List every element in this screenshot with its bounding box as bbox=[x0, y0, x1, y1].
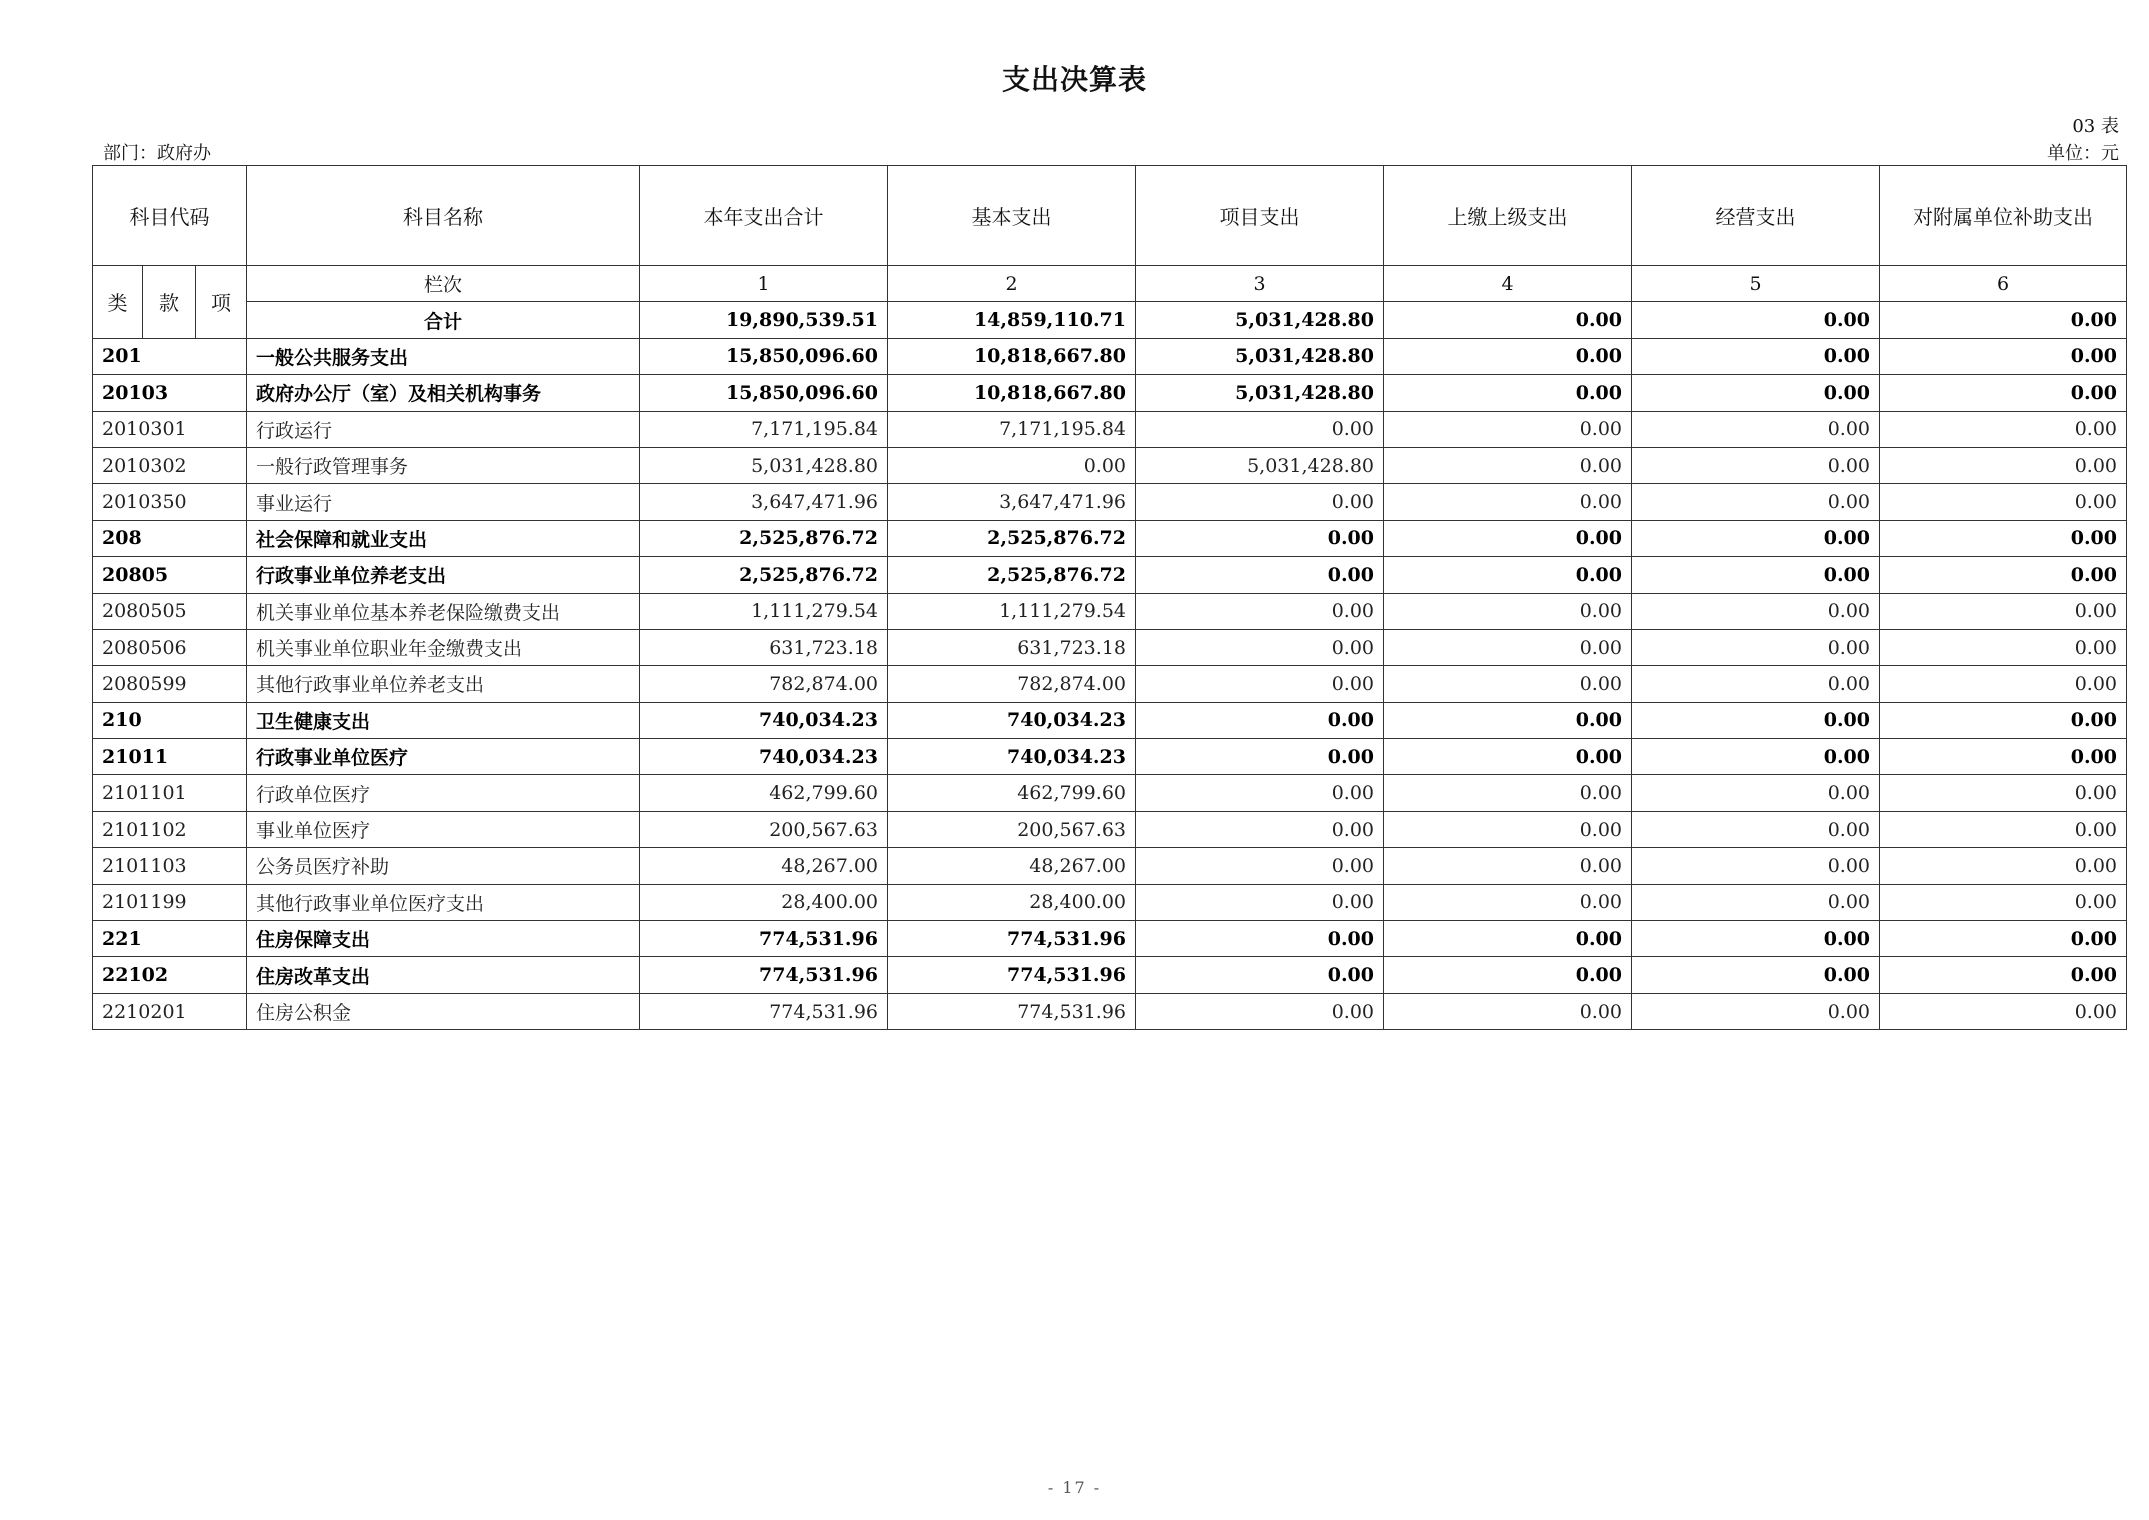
row-value: 0.00 bbox=[1384, 739, 1632, 775]
table-row bbox=[93, 629, 2127, 665]
row-value: 0.00 bbox=[1632, 484, 1880, 520]
row-value: 7,171,195.84 bbox=[888, 411, 1136, 447]
header-subsidy: 对附属单位补助支出 bbox=[1880, 166, 2127, 266]
row-value: 0.00 bbox=[1136, 557, 1384, 593]
row-value: 0.00 bbox=[1384, 848, 1632, 884]
row-value: 0.00 bbox=[1880, 411, 2127, 447]
row-value: 200,567.63 bbox=[888, 811, 1136, 847]
table-row bbox=[93, 739, 2127, 775]
row-value: 740,034.23 bbox=[640, 739, 888, 775]
total-value: 0.00 bbox=[1384, 302, 1632, 338]
row-code: 221 bbox=[93, 921, 247, 957]
row-value: 200,567.63 bbox=[640, 811, 888, 847]
row-value: 782,874.00 bbox=[888, 666, 1136, 702]
row-value: 0.00 bbox=[1880, 702, 2127, 738]
row-value: 0.00 bbox=[1880, 338, 2127, 374]
header-business: 经营支出 bbox=[1632, 166, 1880, 266]
total-value: 0.00 bbox=[1632, 302, 1880, 338]
row-name: 行政事业单位医疗 bbox=[247, 739, 640, 775]
row-value: 740,034.23 bbox=[640, 702, 888, 738]
row-value: 0.00 bbox=[1632, 375, 1880, 411]
row-code: 2210201 bbox=[93, 993, 247, 1029]
header-row bbox=[93, 166, 2127, 266]
row-value: 0.00 bbox=[1632, 702, 1880, 738]
row-value: 0.00 bbox=[1880, 520, 2127, 556]
row-code: 2010350 bbox=[93, 484, 247, 520]
table-row bbox=[93, 884, 2127, 920]
row-value: 0.00 bbox=[1136, 520, 1384, 556]
row-value: 0.00 bbox=[1384, 884, 1632, 920]
row-value: 0.00 bbox=[1632, 993, 1880, 1029]
row-value: 0.00 bbox=[1384, 411, 1632, 447]
row-code: 21011 bbox=[93, 739, 247, 775]
header-total: 本年支出合计 bbox=[640, 166, 888, 266]
row-value: 0.00 bbox=[1632, 411, 1880, 447]
row-name: 卫生健康支出 bbox=[247, 702, 640, 738]
row-value: 774,531.96 bbox=[640, 921, 888, 957]
row-value: 15,850,096.60 bbox=[640, 338, 888, 374]
total-value: 14,859,110.71 bbox=[888, 302, 1136, 338]
row-value: 462,799.60 bbox=[888, 775, 1136, 811]
row-value: 1,111,279.54 bbox=[640, 593, 888, 629]
table-row bbox=[93, 957, 2127, 993]
row-name: 住房保障支出 bbox=[247, 921, 640, 957]
table-row bbox=[93, 811, 2127, 847]
header-project: 项目支出 bbox=[1136, 166, 1384, 266]
row-value: 0.00 bbox=[1632, 811, 1880, 847]
row-value: 462,799.60 bbox=[640, 775, 888, 811]
header-name: 科目名称 bbox=[247, 166, 640, 266]
row-value: 0.00 bbox=[1384, 593, 1632, 629]
row-value: 0.00 bbox=[1136, 993, 1384, 1029]
row-value: 631,723.18 bbox=[888, 629, 1136, 665]
page-title: 支出决算表 bbox=[1001, 63, 1147, 96]
expenditure-table bbox=[92, 165, 2127, 1030]
row-value: 0.00 bbox=[1880, 629, 2127, 665]
row-code: 2080599 bbox=[93, 666, 247, 702]
row-value: 0.00 bbox=[1880, 811, 2127, 847]
row-value: 0.00 bbox=[1384, 702, 1632, 738]
table-row bbox=[93, 338, 2127, 374]
total-value: 5,031,428.80 bbox=[1136, 302, 1384, 338]
row-value: 0.00 bbox=[1136, 629, 1384, 665]
row-value: 0.00 bbox=[1880, 739, 2127, 775]
row-value: 782,874.00 bbox=[640, 666, 888, 702]
table-row bbox=[93, 848, 2127, 884]
row-value: 0.00 bbox=[1136, 775, 1384, 811]
row-value: 5,031,428.80 bbox=[640, 447, 888, 483]
col-number: 4 bbox=[1384, 266, 1632, 302]
sub-header-kuan: 款 bbox=[143, 266, 196, 339]
sub-header-lei: 类 bbox=[93, 266, 143, 339]
header-upper: 上缴上级支出 bbox=[1384, 166, 1632, 266]
row-code: 2101199 bbox=[93, 884, 247, 920]
row-name: 行政事业单位养老支出 bbox=[247, 557, 640, 593]
row-code: 22102 bbox=[93, 957, 247, 993]
row-value: 2,525,876.72 bbox=[888, 520, 1136, 556]
table-row bbox=[93, 447, 2127, 483]
row-value: 774,531.96 bbox=[888, 921, 1136, 957]
row-value: 10,818,667.80 bbox=[888, 375, 1136, 411]
row-name: 住房公积金 bbox=[247, 993, 640, 1029]
row-value: 0.00 bbox=[1880, 957, 2127, 993]
row-value: 0.00 bbox=[1880, 557, 2127, 593]
row-value: 740,034.23 bbox=[888, 702, 1136, 738]
row-value: 0.00 bbox=[1136, 666, 1384, 702]
row-value: 3,647,471.96 bbox=[888, 484, 1136, 520]
table-row bbox=[93, 484, 2127, 520]
table-row bbox=[93, 666, 2127, 702]
row-value: 0.00 bbox=[1384, 775, 1632, 811]
row-value: 0.00 bbox=[1136, 411, 1384, 447]
row-value: 0.00 bbox=[1880, 848, 2127, 884]
lanci-label: 栏次 bbox=[247, 266, 640, 302]
row-value: 0.00 bbox=[1136, 593, 1384, 629]
col-number: 1 bbox=[640, 266, 888, 302]
row-name: 机关事业单位职业年金缴费支出 bbox=[247, 629, 640, 665]
row-name: 机关事业单位基本养老保险缴费支出 bbox=[247, 593, 640, 629]
row-value: 0.00 bbox=[1632, 447, 1880, 483]
row-value: 0.00 bbox=[1136, 921, 1384, 957]
row-value: 48,267.00 bbox=[640, 848, 888, 884]
row-name: 公务员医疗补助 bbox=[247, 848, 640, 884]
total-label: 合计 bbox=[247, 302, 640, 338]
row-value: 0.00 bbox=[1384, 557, 1632, 593]
table-row bbox=[93, 557, 2127, 593]
row-code: 20103 bbox=[93, 375, 247, 411]
row-value: 2,525,876.72 bbox=[888, 557, 1136, 593]
row-value: 0.00 bbox=[1632, 593, 1880, 629]
row-value: 0.00 bbox=[1880, 484, 2127, 520]
row-name: 事业运行 bbox=[247, 484, 640, 520]
row-value: 0.00 bbox=[1384, 957, 1632, 993]
row-value: 0.00 bbox=[1136, 957, 1384, 993]
row-name: 住房改革支出 bbox=[247, 957, 640, 993]
row-code: 2101102 bbox=[93, 811, 247, 847]
row-value: 0.00 bbox=[1880, 593, 2127, 629]
row-value: 0.00 bbox=[1136, 702, 1384, 738]
row-value: 631,723.18 bbox=[640, 629, 888, 665]
row-value: 0.00 bbox=[1136, 884, 1384, 920]
row-code: 20805 bbox=[93, 557, 247, 593]
table-row bbox=[93, 921, 2127, 957]
row-value: 0.00 bbox=[1880, 666, 2127, 702]
table-row bbox=[93, 375, 2127, 411]
row-value: 0.00 bbox=[1632, 848, 1880, 884]
department-label: 部门：政府办 bbox=[103, 143, 211, 164]
row-value: 774,531.96 bbox=[640, 957, 888, 993]
header-code: 科目代码 bbox=[93, 166, 247, 266]
row-name: 社会保障和就业支出 bbox=[247, 520, 640, 556]
column-number-row bbox=[93, 266, 2127, 302]
row-value: 2,525,876.72 bbox=[640, 557, 888, 593]
col-number: 2 bbox=[888, 266, 1136, 302]
row-value: 48,267.00 bbox=[888, 848, 1136, 884]
row-value: 3,647,471.96 bbox=[640, 484, 888, 520]
form-number: 03 表 bbox=[2072, 116, 2119, 137]
row-value: 0.00 bbox=[1384, 375, 1632, 411]
row-value: 0.00 bbox=[888, 447, 1136, 483]
table-row bbox=[93, 993, 2127, 1029]
table-row bbox=[93, 775, 2127, 811]
row-code: 2010302 bbox=[93, 447, 247, 483]
row-value: 774,531.96 bbox=[888, 993, 1136, 1029]
row-name: 事业单位医疗 bbox=[247, 811, 640, 847]
row-value: 774,531.96 bbox=[888, 957, 1136, 993]
row-code: 201 bbox=[93, 338, 247, 374]
row-value: 0.00 bbox=[1384, 484, 1632, 520]
row-value: 0.00 bbox=[1632, 957, 1880, 993]
row-code: 2101101 bbox=[93, 775, 247, 811]
row-value: 0.00 bbox=[1136, 811, 1384, 847]
row-value: 0.00 bbox=[1632, 666, 1880, 702]
row-value: 5,031,428.80 bbox=[1136, 375, 1384, 411]
row-value: 28,400.00 bbox=[888, 884, 1136, 920]
row-code: 2010301 bbox=[93, 411, 247, 447]
row-value: 0.00 bbox=[1384, 666, 1632, 702]
total-value: 0.00 bbox=[1880, 302, 2127, 338]
row-value: 0.00 bbox=[1384, 811, 1632, 847]
row-code: 2080505 bbox=[93, 593, 247, 629]
row-value: 0.00 bbox=[1880, 775, 2127, 811]
col-number: 6 bbox=[1880, 266, 2127, 302]
table-row bbox=[93, 520, 2127, 556]
row-value: 7,171,195.84 bbox=[640, 411, 888, 447]
row-name: 一般公共服务支出 bbox=[247, 338, 640, 374]
row-name: 政府办公厅（室）及相关机构事务 bbox=[247, 375, 640, 411]
row-value: 0.00 bbox=[1632, 921, 1880, 957]
row-value: 0.00 bbox=[1632, 520, 1880, 556]
row-value: 0.00 bbox=[1632, 739, 1880, 775]
col-number: 3 bbox=[1136, 266, 1384, 302]
row-value: 5,031,428.80 bbox=[1136, 447, 1384, 483]
row-value: 0.00 bbox=[1880, 375, 2127, 411]
row-name: 行政单位医疗 bbox=[247, 775, 640, 811]
table-row bbox=[93, 411, 2127, 447]
row-value: 10,818,667.80 bbox=[888, 338, 1136, 374]
row-code: 208 bbox=[93, 520, 247, 556]
row-code: 2101103 bbox=[93, 848, 247, 884]
row-code: 210 bbox=[93, 702, 247, 738]
row-value: 0.00 bbox=[1880, 993, 2127, 1029]
row-value: 1,111,279.54 bbox=[888, 593, 1136, 629]
row-value: 0.00 bbox=[1632, 557, 1880, 593]
row-value: 0.00 bbox=[1632, 884, 1880, 920]
sub-header-xiang: 项 bbox=[196, 266, 247, 339]
table-row bbox=[93, 702, 2127, 738]
row-name: 其他行政事业单位养老支出 bbox=[247, 666, 640, 702]
unit-label: 单位：元 bbox=[2047, 143, 2119, 164]
row-name: 其他行政事业单位医疗支出 bbox=[247, 884, 640, 920]
row-value: 0.00 bbox=[1384, 921, 1632, 957]
row-value: 28,400.00 bbox=[640, 884, 888, 920]
row-value: 0.00 bbox=[1136, 848, 1384, 884]
row-value: 0.00 bbox=[1632, 629, 1880, 665]
row-name: 一般行政管理事务 bbox=[247, 447, 640, 483]
table-row bbox=[93, 593, 2127, 629]
row-value: 0.00 bbox=[1880, 921, 2127, 957]
row-value: 0.00 bbox=[1880, 884, 2127, 920]
row-code: 2080506 bbox=[93, 629, 247, 665]
row-value: 0.00 bbox=[1384, 338, 1632, 374]
row-value: 0.00 bbox=[1384, 629, 1632, 665]
row-value: 0.00 bbox=[1632, 338, 1880, 374]
row-value: 5,031,428.80 bbox=[1136, 338, 1384, 374]
row-value: 0.00 bbox=[1880, 447, 2127, 483]
row-value: 0.00 bbox=[1384, 447, 1632, 483]
row-value: 0.00 bbox=[1384, 520, 1632, 556]
row-value: 0.00 bbox=[1136, 484, 1384, 520]
total-row bbox=[93, 302, 2127, 338]
row-value: 0.00 bbox=[1384, 993, 1632, 1029]
row-value: 0.00 bbox=[1632, 775, 1880, 811]
row-name: 行政运行 bbox=[247, 411, 640, 447]
row-value: 740,034.23 bbox=[888, 739, 1136, 775]
row-value: 15,850,096.60 bbox=[640, 375, 888, 411]
col-number: 5 bbox=[1632, 266, 1880, 302]
row-value: 2,525,876.72 bbox=[640, 520, 888, 556]
header-basic: 基本支出 bbox=[888, 166, 1136, 266]
page-number: - 17 - bbox=[1047, 1478, 1102, 1497]
row-value: 0.00 bbox=[1136, 739, 1384, 775]
total-value: 19,890,539.51 bbox=[640, 302, 888, 338]
row-value: 774,531.96 bbox=[640, 993, 888, 1029]
